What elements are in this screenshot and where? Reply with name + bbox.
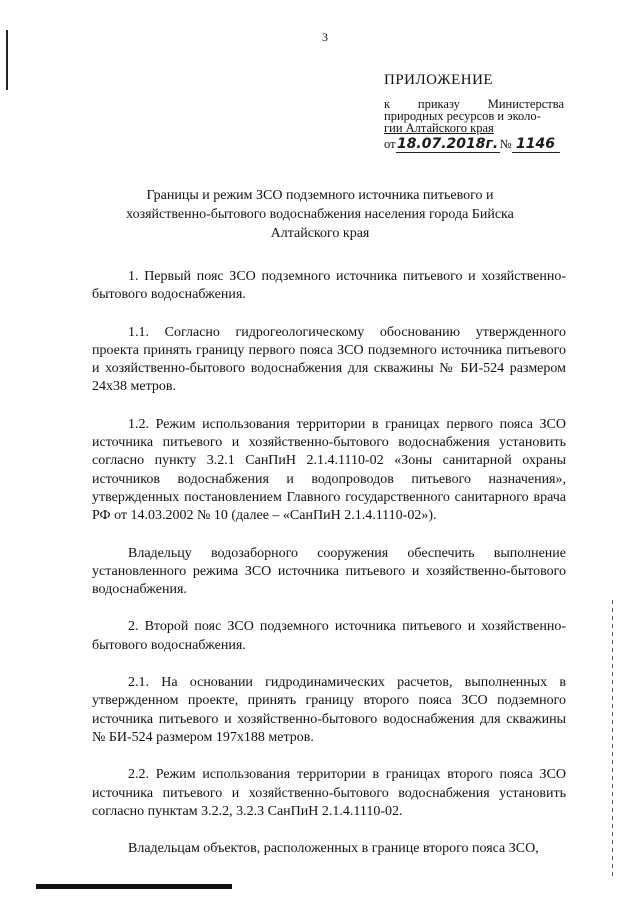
order-number-handwritten: 1146 [512, 136, 560, 153]
paragraph-owners-objects: Владельцам объектов, расположенных в границе второго пояса ЗСО, [128, 841, 539, 857]
appendix-to-word: к [384, 97, 391, 111]
scan-bottom-bar [36, 884, 232, 889]
appendix-date-number-line [384, 136, 564, 153]
appendix-order-word: приказу [417, 97, 460, 111]
document-body [92, 268, 566, 858]
number-label: № [499, 137, 512, 151]
order-date-handwritten: 18.07.2018г. [396, 136, 499, 152]
page-number: 3 [322, 30, 328, 44]
document-title [100, 186, 540, 243]
scan-margin-mark-right [612, 600, 613, 880]
title-line-3: Алтайского края [270, 226, 370, 241]
paragraph-owner-duty: Владельцу водозаборного сооружения обеспечить выполнение установленного режима ЗСО источника питьевого и хозяйственно-бытового водоснабжения. [92, 545, 566, 598]
appendix-ministry-word: Министерства [487, 97, 564, 111]
title-line-2: хозяйственно-бытового водоснабжения населения города Бийска [126, 207, 514, 222]
paragraph-2-1: 2.1. На основании гидродинамических расчетов, выполненных в утвержденном проекте, принять границу второго пояса ЗСО подземного источника питьевого и хозяйственно-бытового водоснабжения для скважины № БИ-524 размером 197х188 метров. [92, 675, 566, 745]
paragraph-2: 2. Второй пояс ЗСО подземного источника питьевого и хозяйственно-бытового водоснабжения. [92, 619, 566, 653]
appendix-address [384, 98, 564, 134]
paragraph-2-2: 2.2. Режим использования территории в границах второго пояса ЗСО источника питьевого и хозяйственно-бытового водоснабжения установить согласно пунктам 3.2.2, 3.2.3 СанПиН 2.1.4.1110-02. [92, 767, 566, 819]
appendix-address-line-3: гии Алтайского края [384, 121, 494, 135]
from-label: от [384, 137, 396, 151]
appendix-address-line-2: природных ресурсов и эколо- [384, 109, 541, 123]
paragraph-1: 1. Первый пояс ЗСО подземного источника питьевого и хозяйственно-бытового водоснабжения. [92, 269, 566, 303]
title-line-1: Границы и режим ЗСО подземного источника питьевого и [146, 188, 494, 203]
paragraph-1-1: 1.1. Согласно гидрогеологическому обоснованию утвержденного проекта принять границу первого пояса ЗСО подземного источника питьевого и хозяйственно-бытового водоснабжения для скважины № БИ-524 размером 24х38 метров. [92, 324, 566, 395]
scan-margin-mark-left [6, 30, 8, 90]
appendix-title: ПРИЛОЖЕНИЕ [384, 72, 494, 88]
paragraph-1-2: 1.2. Режим использования территории в границах первого пояса ЗСО источника питьевого и хозяйственно-бытового водоснабжения установить согласно пункту 3.2.1 СанПиН 2.1.4.1110-02 «Зоны санитарной охраны источников водоснабжения и водопроводов питьевого назначения», утвержденных постановлением Главного государственного санитарного врача РФ от 14.03.2002 № 10 (далее – «СанПиН 2.1.4.1110-02»). [92, 416, 566, 524]
